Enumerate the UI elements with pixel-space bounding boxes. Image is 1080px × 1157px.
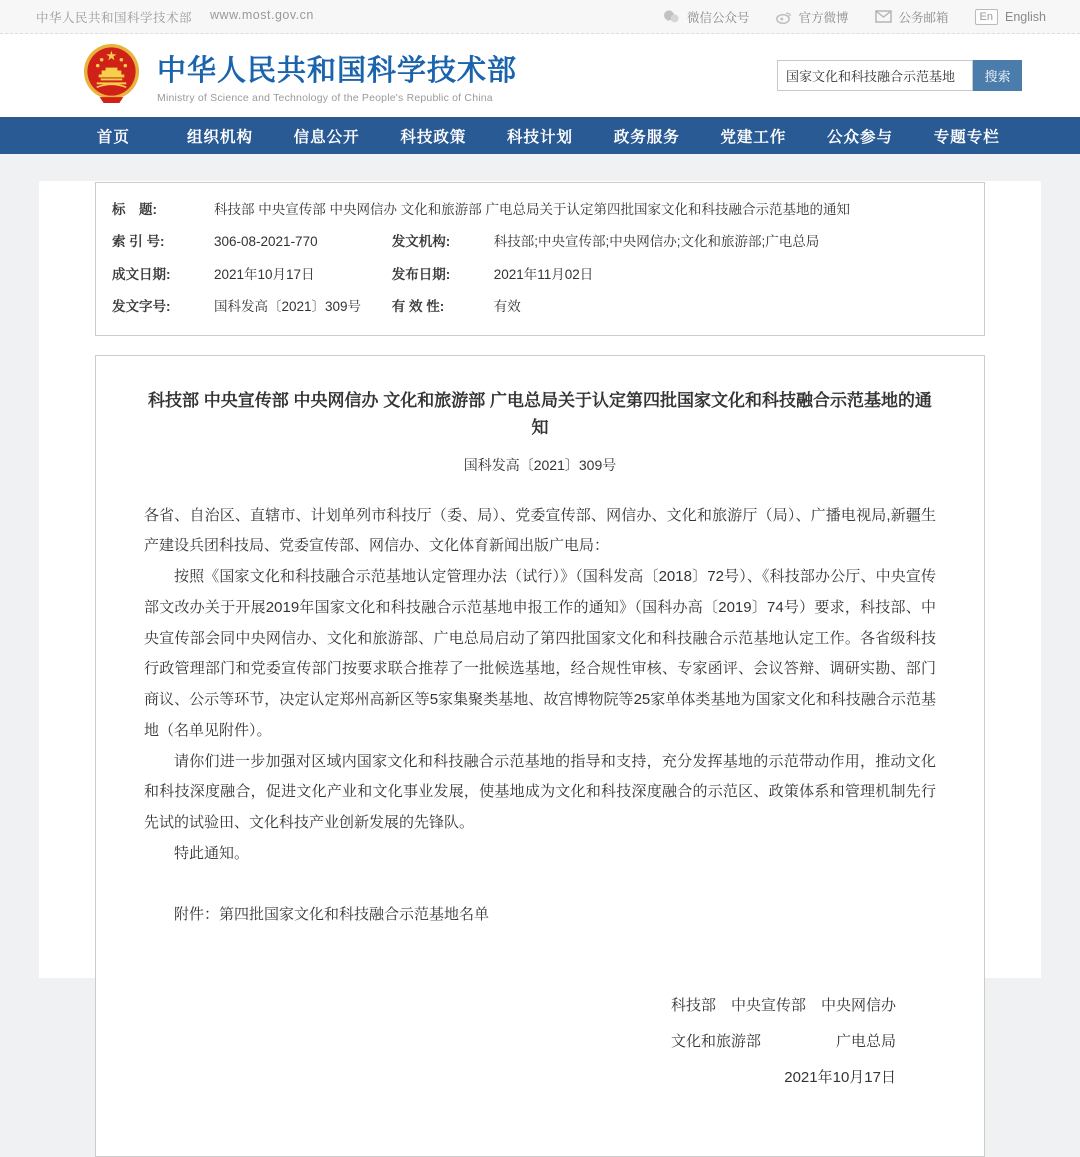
weibo-icon (776, 10, 792, 24)
ministry-subtitle: Ministry of Science and Technology of the People's Republic of China (157, 91, 493, 104)
nav-item-policy[interactable]: 科技政策 (400, 128, 467, 146)
site-name: 中华人民共和国科学技术部 (36, 10, 193, 25)
meta-doc-no-value: 国科发高〔2021〕309号 (214, 298, 362, 314)
mail-link[interactable] (875, 8, 949, 26)
meta-agency-value: 科技部;中央宣传部;中央网信办;文化和旅游部;广电总局 (493, 234, 820, 250)
ministry-title: 中华人民共和国科学技术部 (157, 54, 518, 87)
weibo-label: 官方微博 (798, 10, 849, 25)
paragraph-closing: 特此通知。 (174, 844, 250, 862)
site-identity (36, 8, 314, 26)
search-button[interactable]: 搜索 (973, 60, 1022, 91)
meta-written-date-value: 2021年10月17日 (214, 266, 315, 282)
content-container (39, 181, 1041, 1087)
signature-line-1: 科技部 中央宣传部 中央网信办 (670, 997, 896, 1015)
page-background (0, 154, 1080, 1087)
mail-label: 公务邮箱 (898, 10, 949, 25)
nav-item-programs[interactable]: 科技计划 (507, 128, 574, 146)
site-header (0, 34, 1080, 117)
meta-index-value: 306-08-2021-770 (214, 234, 318, 250)
document-title: 科技部 中央宣传部 中央网信办 文化和旅游部 广电总局关于认定第四批国家文化和科技融合示范基地的通知 (148, 391, 932, 438)
english-icon: En (975, 9, 998, 25)
signature-block (144, 988, 936, 1096)
national-emblem-logo (80, 42, 143, 110)
wechat-link[interactable] (663, 8, 750, 26)
meta-title-value: 科技部 中央宣传部 中央网信办 文化和旅游部 广电总局关于认定第四批国家文化和科技融合示范基地的通知 (214, 202, 851, 217)
search-box (777, 60, 1022, 91)
signature-date: 2021年10月17日 (784, 1069, 896, 1087)
paragraph-addressees: 各省、自治区、直辖市、计划单列市科技厅（委、局）、党委宣传部、网信办、文化和旅游厅（局）、广播电视局,新疆生产建设兵团科技局、党委宣传部、网信办、文化体育新闻出版广电局： (144, 506, 936, 555)
brand[interactable] (80, 42, 517, 110)
nav-item-participation[interactable]: 公众参与 (827, 128, 894, 146)
main-nav (0, 117, 1080, 154)
meta-written-date-label: 成文日期: (112, 266, 171, 282)
english-link[interactable] (975, 9, 1046, 25)
paragraph-basis: 按照《国家文化和科技融合示范基地认定管理办法（试行）》（国科发高〔2018〕72号）、《科技部办公厅、中央宣传部文改办关于开展2019年国家文化和科技融合示范基地申报工作的通知》（国科办高〔2019〕74号）要求，科技部、中央宣传部会同中央网信办、文化和旅游部、广电总局启动了第四批国家文化和科技融合示范基地认定工作。各省级科技行政管理部门和党委宣传部门按要求联合推荐了一批候选基地，经合规性审核、专家函评、会议答辩、调研实勘、部门商议、公示等环节，决定认定郑州高新区等5家集聚类基地、故宫博物院等25家单体类基地为国家文化和科技融合示范基地（名单见附件）。 (144, 568, 936, 739)
wechat-icon (663, 10, 680, 24)
signature-line-2: 文化和旅游部 广电总局 (670, 1033, 896, 1051)
document-number: 国科发高〔2021〕309号 (463, 456, 617, 473)
meta-publish-date-label: 发布日期: (391, 266, 451, 282)
search-input[interactable] (777, 60, 973, 91)
nav-item-party-building[interactable]: 党建工作 (720, 128, 787, 146)
meta-agency-label: 发文机构: (391, 234, 451, 250)
meta-title-label: 标 题: (112, 202, 157, 217)
meta-validity-value: 有效 (493, 298, 521, 314)
attachment-line[interactable]: 附件：第四批国家文化和科技融合示范基地名单 (174, 905, 490, 923)
top-utility-bar (0, 0, 1080, 34)
meta-validity-label: 有 效 性: (391, 298, 445, 314)
wechat-label: 微信公众号 (686, 10, 750, 25)
weibo-link[interactable] (776, 8, 849, 26)
site-url[interactable]: www.most.gov.cn (210, 7, 314, 22)
document-body (144, 501, 936, 1097)
document-metadata-box (95, 182, 985, 336)
nav-item-services[interactable]: 政务服务 (613, 128, 680, 146)
meta-doc-no-label: 发文字号: (112, 298, 171, 314)
nav-item-special-topics[interactable]: 专题专栏 (933, 128, 1000, 146)
nav-item-info-disclosure[interactable]: 信息公开 (293, 128, 360, 146)
paragraph-request: 请你们进一步加强对区域内国家文化和科技融合示范基地的指导和支持，充分发挥基地的示范带动作用，推动文化和科技深度融合，促进文化产业和文化事业发展，使基地成为文化和科技深度融合的示范区、政策体系和管理机制先行先试的试验田、文化科技产业创新发展的先锋队。 (144, 752, 936, 832)
document-box (95, 355, 985, 1157)
nav-item-organization[interactable]: 组织机构 (187, 128, 254, 146)
english-label: English (1005, 9, 1046, 24)
mail-icon (875, 10, 892, 23)
nav-item-home[interactable]: 首页 (96, 128, 130, 146)
meta-publish-date-value: 2021年11月02日 (493, 266, 594, 282)
meta-index-label: 索 引 号: (112, 234, 165, 250)
